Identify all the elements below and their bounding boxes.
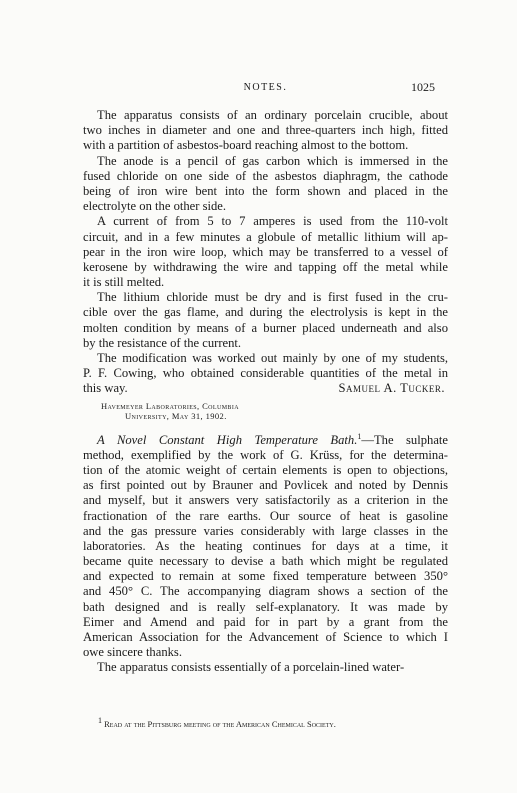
paragraph-line: P. F. Cowing, who obtained considerable quantities of the metal in [83, 366, 448, 381]
paragraph-line: The apparatus consists essentially of a porcelain-lined water- [97, 660, 405, 675]
affiliation-line-2: University, May 31, 1902. [125, 410, 227, 421]
paragraph-line: owe sincere thanks. [83, 645, 182, 660]
paragraph-line: The anode is a pencil of gas carbon which is immersed in the [97, 153, 448, 168]
paragraph-line: and expected to remain at some fixed temperature between 350° [83, 569, 448, 584]
tucker-note [83, 108, 448, 381]
footnote-mark: 1 [98, 716, 102, 726]
bath-note-first-line-text: The sulphate [373, 432, 448, 447]
paragraph-line: fractionation of the rare earths. Our source of heat is gasoline [83, 508, 448, 523]
em-dash: — [361, 432, 374, 447]
affiliation [83, 401, 448, 421]
paragraph-line: method, exemplified by the work of G. Krüss, for the determina- [83, 447, 448, 462]
paragraph-line: circuit, and in a few minutes a globule of metallic lithium will ap- [83, 229, 448, 244]
page-number: 1025 [411, 80, 435, 94]
footnote-text: Read at the Pittsburg meeting of the American Chemical Society. [104, 719, 336, 729]
footnote [98, 716, 336, 729]
paragraph-line: electrolyte on the other side. [83, 199, 227, 214]
bath-note-first-line [83, 433, 448, 448]
paragraph-line: The modification was worked out mainly by one of my students, [97, 351, 448, 365]
signature-row [83, 381, 448, 396]
body-text [83, 108, 448, 676]
bath-note [83, 433, 448, 661]
paragraph-line: pear in the iron wire loop, which may be transferred to a vessel of [83, 244, 448, 259]
paragraph-line: and myself, but it answers very satisfactorily as a criterion in the [83, 493, 448, 508]
paragraph-line: Eimer and Amend and paid for in part by a grant from the [83, 614, 448, 629]
paragraph-line: and 450° C. The accompanying diagram shows a section of the [83, 584, 448, 599]
paragraph-line: bath designed and is really self-explanatory. It was made by [83, 599, 448, 614]
paragraph-line: tion of the atomic weight of certain elements is open to objections, [83, 462, 448, 477]
paragraph-line: it is still melted. [83, 275, 165, 290]
paragraph-line: American Association for the Advancement of Science to which I [83, 630, 448, 644]
paragraph-line: The lithium chloride must be dry and is first fused in the cru- [97, 290, 448, 305]
note-title: A Novel Constant High Temperature Bath. [97, 432, 358, 447]
bath-note-lines [83, 448, 448, 661]
paragraph-line: The apparatus consists of an ordinary porcelain crucible, about [97, 108, 448, 122]
running-header [96, 80, 435, 96]
paragraph-line: being of iron wire bent into the form shown and placed in the [83, 183, 448, 198]
paragraph-line: molten condition by means of a burner placed underneath and also [83, 320, 448, 335]
paragraph-line: became quite necessary to devise a bath which might be regulated [83, 554, 448, 569]
running-title: NOTES. [243, 82, 288, 93]
paragraph-line: and the gas pressure varies considerably with large classes in the [83, 523, 448, 538]
paragraph-line: with a partition of asbestos-board reaching almost to the bottom. [83, 138, 409, 153]
author-signature: Samuel A. Tucker. [338, 381, 445, 396]
paragraph-line: laboratories. As the heating continues for days at a time, it [83, 538, 448, 553]
paragraph-line: by the resistance of the current. [83, 335, 242, 350]
paragraph-line: cible over the gas flame, and during the electrolysis is kept in the [83, 305, 448, 320]
paragraph-line: two inches in diameter and one and three-quarters inch high, fitted [83, 123, 448, 138]
paragraph-line: A current of from 5 to 7 amperes is used from the 110-volt [97, 214, 448, 229]
paragraph-line: as first pointed out by Brauner and Povlicek and noted by Dennis [83, 478, 448, 493]
footnote-reference: 1 [357, 431, 362, 441]
closing-text: this way. [83, 381, 128, 396]
paragraph-line: kerosene by withdrawing the wire and tapping off the metal while [83, 259, 448, 274]
affiliation-line-1: Havemeyer Laboratories, Columbia [101, 400, 239, 411]
paragraph-line: fused chloride on one side of the asbestos diaphragm, the cathode [83, 168, 448, 183]
